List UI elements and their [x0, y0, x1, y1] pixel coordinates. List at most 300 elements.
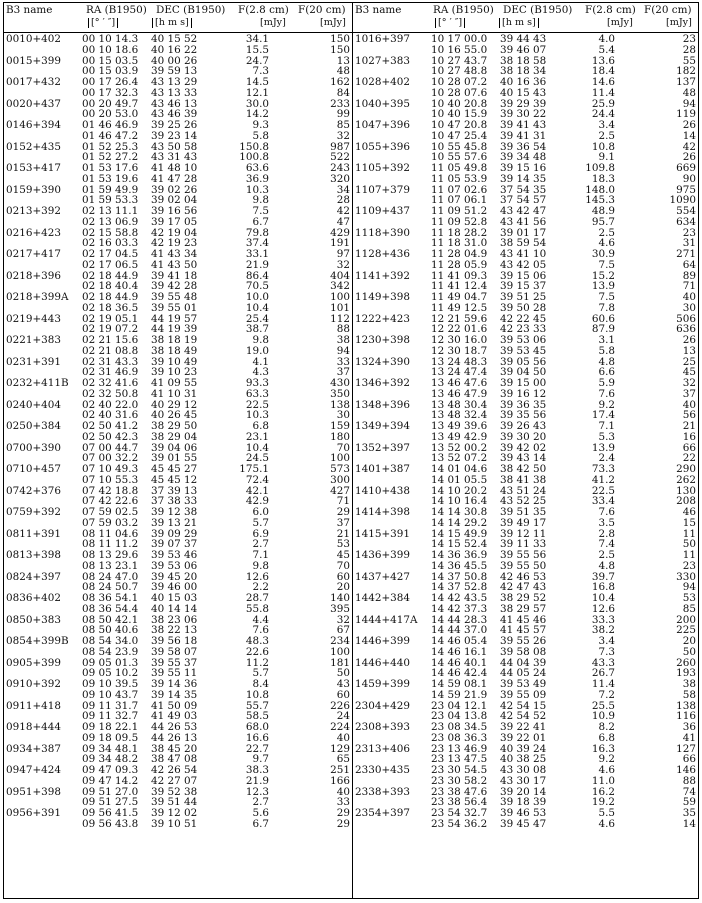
flux-2-8cm: 150.8 — [239, 140, 269, 153]
source-name: 0824+397 — [6, 570, 61, 583]
source-name: 0918+444 — [6, 721, 61, 733]
dec-value: 39 52 38 — [151, 785, 198, 798]
flux-20cm: 40 — [682, 291, 696, 303]
ra-value: 14 36 45.5 — [431, 559, 488, 572]
ra-value: 08 13 29.6 — [82, 549, 139, 561]
flux-20cm: 84 — [336, 86, 350, 99]
ra-value: 09 51 27.0 — [82, 785, 139, 798]
flux-2-8cm: 10.3 — [245, 409, 269, 422]
source-name: 0221+383 — [6, 334, 61, 346]
ra-value: 00 15 03.5 — [82, 54, 139, 67]
source-name: 0240+404 — [6, 398, 61, 411]
ra-value: 11 18 28.2 — [431, 226, 488, 239]
dec-value: 39 22 01 — [500, 731, 547, 744]
flux-2-8cm: 7.5 — [598, 291, 615, 303]
flux-2-8cm: 7.2 — [598, 688, 615, 701]
ra-value: 13 24 48.3 — [431, 355, 488, 368]
ra-value: 10 27 48.8 — [431, 65, 488, 78]
flux-2-8cm: 2.5 — [598, 129, 615, 142]
ra-value: 14 10 20.2 — [431, 484, 488, 497]
dec-value: 39 55 26 — [500, 635, 547, 647]
flux-2-8cm: 7.6 — [252, 624, 269, 637]
dec-value: 39 01 17 — [500, 226, 547, 239]
flux-2-8cm: 38.7 — [245, 323, 269, 336]
table-row — [353, 432, 698, 443]
dec-value: 43 42 05 — [500, 258, 547, 271]
dec-value: 39 25 26 — [151, 119, 198, 131]
ra-value: 02 18 44.9 — [82, 291, 139, 303]
header-f28-units: [mJy] — [260, 17, 286, 28]
flux-2-8cm: 19.0 — [245, 344, 269, 357]
flux-2-8cm: 11.4 — [591, 86, 615, 99]
flux-20cm: 70 — [336, 441, 350, 454]
dec-value: 41 10 31 — [151, 387, 198, 400]
table-right-half — [353, 3, 698, 898]
flux-20cm: 208 — [676, 495, 696, 508]
dec-value: 39 14 35 — [151, 688, 198, 701]
flux-2-8cm: 3.4 — [598, 119, 615, 131]
flux-2-8cm: 4.6 — [598, 237, 615, 250]
table-body-right — [353, 34, 698, 830]
flux-2-8cm: 48.9 — [591, 205, 615, 217]
flux-2-8cm: 7.5 — [598, 258, 615, 271]
flux-20cm: 38 — [682, 678, 696, 690]
ra-value: 01 53 17.6 — [82, 162, 139, 174]
flux-20cm: 32 — [336, 258, 350, 271]
flux-2-8cm: 9.2 — [598, 398, 615, 411]
dec-value: 41 43 50 — [151, 258, 198, 271]
flux-2-8cm: 24.4 — [591, 108, 615, 121]
flux-2-8cm: 2.5 — [598, 549, 615, 561]
source-name: 0231+391 — [6, 355, 61, 368]
source-name: 1107+379 — [355, 183, 410, 196]
ra-value: 02 19 05.1 — [82, 312, 139, 325]
flux-20cm: 506 — [676, 312, 696, 325]
flux-20cm: 138 — [676, 699, 696, 712]
dec-value: 39 56 18 — [151, 635, 198, 647]
source-name: 1348+396 — [355, 398, 410, 411]
flux-20cm: 43 — [336, 678, 350, 690]
ra-value: 13 46 47.9 — [431, 387, 488, 400]
dec-value: 39 41 31 — [500, 129, 547, 142]
ra-value: 02 17 04.5 — [82, 248, 139, 260]
ra-value: 11 07 02.6 — [431, 183, 488, 196]
header-name: B3 name — [6, 4, 53, 16]
source-name: 1055+396 — [355, 140, 410, 153]
flux-2-8cm: 16.2 — [591, 785, 615, 798]
ra-value: 01 52 25.3 — [82, 140, 139, 153]
table-row — [353, 518, 698, 529]
flux-20cm: 30 — [336, 409, 350, 422]
table-row — [4, 690, 352, 701]
dec-value: 40 26 45 — [151, 409, 198, 422]
dec-value: 39 53 46 — [151, 549, 198, 561]
ra-value: 00 10 18.6 — [82, 43, 139, 56]
table-row — [353, 303, 698, 314]
dec-value: 39 34 48 — [500, 151, 547, 164]
flux-2-8cm: 36.9 — [245, 172, 269, 185]
flux-2-8cm: 5.7 — [252, 516, 269, 529]
flux-20cm: 32 — [682, 377, 696, 389]
flux-20cm: 13 — [336, 54, 350, 67]
ra-value: 01 46 47.2 — [82, 129, 139, 142]
flux-20cm: 180 — [330, 430, 350, 443]
ra-value: 14 15 52.4 — [431, 538, 488, 551]
dec-value: 39 59 13 — [151, 65, 198, 78]
dec-value: 38 29 04 — [151, 430, 198, 443]
flux-20cm: 427 — [330, 484, 350, 497]
dec-value: 42 19 23 — [151, 237, 198, 250]
flux-2-8cm: 9.1 — [598, 151, 615, 164]
dec-value: 39 15 37 — [500, 280, 547, 293]
table-row — [4, 260, 352, 271]
flux-2-8cm: 95.7 — [591, 215, 615, 228]
flux-2-8cm: 79.8 — [245, 226, 269, 239]
ra-value: 14 36 36.9 — [431, 549, 488, 561]
flux-20cm: 140 — [330, 592, 350, 604]
flux-20cm: 16 — [682, 430, 696, 443]
source-name: 0152+435 — [6, 140, 61, 153]
flux-2-8cm: 7.5 — [252, 205, 269, 217]
dec-value: 39 55 56 — [500, 549, 547, 561]
flux-20cm: 166 — [330, 774, 350, 787]
ra-value: 11 28 04.9 — [431, 248, 488, 260]
flux-20cm: 14 — [682, 817, 696, 830]
source-name: 1444+417A — [355, 613, 418, 626]
flux-2-8cm: 93.3 — [245, 377, 269, 389]
dec-value: 39 42 02 — [500, 441, 547, 454]
ra-value: 02 18 36.5 — [82, 301, 139, 314]
ra-value: 02 19 07.2 — [82, 323, 139, 336]
ra-value: 23 30 58.2 — [431, 774, 488, 787]
flux-20cm: 112 — [330, 312, 350, 325]
source-name: 2304+429 — [355, 699, 410, 712]
table-row — [353, 647, 698, 658]
flux-2-8cm: 16.3 — [591, 742, 615, 755]
ra-value: 02 50 42.3 — [82, 430, 139, 443]
dec-value: 41 49 03 — [151, 710, 198, 723]
dec-value: 39 29 39 — [500, 97, 547, 110]
ra-value: 13 49 42.9 — [431, 430, 488, 443]
flux-2-8cm: 148.0 — [585, 183, 615, 196]
flux-20cm: 33 — [336, 796, 350, 809]
header-ra-units: [° ′ ″] — [88, 18, 118, 28]
source-name: 1446+399 — [355, 635, 410, 647]
ra-value: 11 41 12.4 — [431, 280, 488, 293]
flux-2-8cm: 33.1 — [245, 248, 269, 260]
flux-20cm: 522 — [330, 151, 350, 164]
flux-2-8cm: 4.8 — [598, 355, 615, 368]
dec-value: 39 11 33 — [500, 538, 547, 551]
flux-2-8cm: 5.9 — [598, 377, 615, 389]
table-row — [4, 45, 352, 56]
flux-2-8cm: 10.4 — [245, 441, 269, 454]
dec-value: 43 42 47 — [500, 205, 547, 217]
source-name: 0218+399A — [6, 291, 69, 303]
table-row — [353, 88, 698, 99]
dec-value: 44 04 39 — [500, 656, 547, 669]
source-name: 1436+399 — [355, 549, 410, 561]
flux-20cm: 21 — [682, 420, 696, 432]
flux-2-8cm: 5.4 — [598, 43, 615, 56]
flux-2-8cm: 37.4 — [245, 237, 269, 250]
dec-value: 39 51 35 — [500, 506, 547, 518]
header-dec-units: [h m s] — [499, 18, 539, 28]
flux-2-8cm: 4.0 — [598, 33, 615, 45]
header-f28: F(2.8 cm) — [238, 4, 289, 16]
flux-2-8cm: 18.3 — [591, 172, 615, 185]
source-name: 0020+437 — [6, 97, 61, 110]
flux-20cm: 40 — [682, 398, 696, 411]
ra-value: 02 15 58.8 — [82, 226, 139, 239]
flux-20cm: 271 — [676, 248, 696, 260]
flux-20cm: 182 — [676, 65, 696, 78]
dec-value: 39 26 43 — [500, 420, 547, 432]
table-row — [353, 45, 698, 56]
dec-value: 39 41 18 — [151, 269, 198, 282]
ra-value: 02 50 41.2 — [82, 420, 139, 432]
dec-value: 42 46 53 — [500, 570, 547, 583]
flux-2-8cm: 9.2 — [598, 753, 615, 766]
dec-value: 39 53 06 — [500, 334, 547, 346]
flux-2-8cm: 16.6 — [245, 731, 269, 744]
flux-2-8cm: 30.9 — [591, 248, 615, 260]
flux-2-8cm: 9.8 — [252, 334, 269, 346]
flux-20cm: 45 — [682, 366, 696, 379]
flux-2-8cm: 2.7 — [252, 538, 269, 551]
header-dec: DEC (B1950) — [503, 4, 573, 16]
flux-20cm: 85 — [682, 602, 696, 615]
ra-value: 23 54 32.7 — [431, 807, 488, 819]
flux-20cm: 40 — [336, 731, 350, 744]
ra-value: 01 52 27.2 — [82, 151, 139, 164]
ra-value: 23 13 46.9 — [431, 742, 488, 755]
dec-value: 39 20 14 — [500, 785, 547, 798]
ra-value: 09 47 09.3 — [82, 764, 139, 776]
dec-value: 40 16 36 — [500, 76, 547, 88]
ra-value: 11 49 04.7 — [431, 291, 488, 303]
flux-20cm: 342 — [330, 280, 350, 293]
flux-20cm: 46 — [682, 506, 696, 518]
source-name: 2308+393 — [355, 721, 410, 733]
dec-value: 42 19 04 — [151, 226, 198, 239]
ra-value: 07 42 18.8 — [82, 484, 139, 497]
ra-value: 09 05 10.2 — [82, 667, 139, 680]
ra-value: 13 48 30.4 — [431, 398, 488, 411]
ra-value: 02 18 40.4 — [82, 280, 139, 293]
flux-20cm: 25 — [682, 355, 696, 368]
dec-value: 39 30 20 — [500, 430, 547, 443]
ra-value: 02 32 50.8 — [82, 387, 139, 400]
ra-value: 07 59 03.2 — [82, 516, 139, 529]
flux-20cm: 150 — [330, 33, 350, 45]
dec-value: 39 02 04 — [151, 194, 198, 207]
dec-value: 39 15 00 — [500, 377, 547, 389]
source-name: 0700+390 — [6, 441, 61, 454]
dec-value: 39 45 20 — [151, 570, 198, 583]
dec-value: 39 12 11 — [500, 527, 547, 540]
table-row — [353, 604, 698, 615]
ra-value: 11 09 52.8 — [431, 215, 488, 228]
flux-20cm: 88 — [336, 323, 350, 336]
ra-value: 23 30 54.5 — [431, 764, 488, 776]
flux-2-8cm: 15.5 — [245, 43, 269, 56]
table-row — [353, 690, 698, 701]
dec-value: 39 15 16 — [500, 162, 547, 174]
header-f20: F(20 cm) — [644, 4, 692, 16]
source-name: 1346+392 — [355, 377, 410, 389]
flux-20cm: 48 — [336, 65, 350, 78]
flux-20cm: 330 — [676, 570, 696, 583]
source-name: 0232+411B — [6, 377, 69, 389]
flux-2-8cm: 33.3 — [591, 613, 615, 626]
flux-20cm: 48 — [682, 86, 696, 99]
source-name: 0836+402 — [6, 592, 61, 604]
flux-20cm: 975 — [676, 183, 696, 196]
dec-value: 39 16 12 — [500, 387, 547, 400]
ra-value: 11 49 12.5 — [431, 301, 488, 314]
flux-20cm: 430 — [330, 377, 350, 389]
flux-20cm: 71 — [682, 280, 696, 293]
flux-20cm: 29 — [336, 817, 350, 830]
flux-2-8cm: 10.3 — [245, 183, 269, 196]
header-f20-units: [mJy] — [666, 17, 692, 28]
ra-value: 11 05 49.8 — [431, 162, 488, 174]
flux-2-8cm: 8.4 — [252, 678, 269, 690]
source-name: 0951+398 — [6, 785, 61, 798]
ra-value: 14 59 08.1 — [431, 678, 488, 690]
ra-value: 01 53 19.6 — [82, 172, 139, 185]
ra-value: 14 42 43.5 — [431, 592, 488, 604]
ra-value: 14 37 50.8 — [431, 570, 488, 583]
flux-20cm: 101 — [330, 301, 350, 314]
flux-2-8cm: 3.4 — [598, 635, 615, 647]
ra-value: 07 10 49.3 — [82, 463, 139, 475]
flux-2-8cm: 5.6 — [252, 807, 269, 819]
table-row — [4, 346, 352, 357]
table-row — [4, 604, 352, 615]
flux-2-8cm: 9.7 — [252, 753, 269, 766]
flux-20cm: 94 — [682, 97, 696, 110]
dec-value: 41 45 57 — [500, 624, 547, 637]
source-name: 0813+398 — [6, 549, 61, 561]
source-name: 0910+392 — [6, 678, 61, 690]
dec-value: 44 19 39 — [151, 323, 198, 336]
table-row — [4, 389, 352, 400]
dec-value: 43 30 08 — [500, 764, 547, 776]
flux-2-8cm: 2.4 — [598, 452, 615, 465]
ra-value: 12 21 59.6 — [431, 312, 488, 325]
table-row — [4, 131, 352, 142]
ra-value: 01 59 49.9 — [82, 183, 139, 196]
dec-value: 39 01 55 — [151, 452, 198, 465]
table-row — [353, 733, 698, 744]
ra-value: 10 28 07.6 — [431, 86, 488, 99]
flux-2-8cm: 38.3 — [245, 764, 269, 776]
dec-value: 39 09 29 — [151, 527, 198, 540]
table-row — [353, 475, 698, 486]
flux-20cm: 34 — [336, 183, 350, 196]
source-name: 0956+391 — [6, 807, 61, 819]
ra-value: 14 01 05.5 — [431, 473, 488, 486]
table-row — [4, 217, 352, 228]
ra-value: 09 34 48.2 — [82, 753, 139, 766]
flux-2-8cm: 43.3 — [591, 656, 615, 669]
flux-20cm: 1090 — [669, 194, 696, 207]
source-name: 2330+435 — [355, 764, 410, 776]
flux-2-8cm: 22.5 — [245, 398, 269, 411]
dec-value: 39 46 00 — [151, 581, 198, 594]
dec-value: 39 14 35 — [500, 172, 547, 185]
ra-value: 02 13 11.1 — [82, 205, 139, 217]
ra-value: 09 51 27.5 — [82, 796, 139, 809]
ra-value: 11 05 53.9 — [431, 172, 488, 185]
source-name: 1222+423 — [355, 312, 410, 325]
ra-value: 00 17 32.3 — [82, 86, 139, 99]
flux-2-8cm: 12.6 — [245, 570, 269, 583]
dec-value: 43 46 13 — [151, 97, 198, 110]
flux-20cm: 59 — [682, 796, 696, 809]
dec-value: 43 41 10 — [500, 248, 547, 260]
table-row — [4, 88, 352, 99]
ra-value: 09 47 14.2 — [82, 774, 139, 787]
flux-20cm: 100 — [330, 645, 350, 658]
ra-value: 23 38 56.4 — [431, 796, 488, 809]
flux-20cm: 37 — [336, 516, 350, 529]
dec-value: 39 02 26 — [151, 183, 198, 196]
source-name: 1028+402 — [355, 76, 410, 88]
ra-value: 23 04 12.1 — [431, 699, 488, 712]
dec-value: 39 36 54 — [500, 140, 547, 153]
dec-value: 42 23 33 — [500, 323, 547, 336]
flux-20cm: 14 — [682, 129, 696, 142]
ra-value: 10 55 57.6 — [431, 151, 488, 164]
ra-value: 14 46 16.1 — [431, 645, 488, 658]
ra-value: 13 46 47.6 — [431, 377, 488, 389]
flux-2-8cm: 109.8 — [585, 162, 615, 174]
flux-20cm: 350 — [330, 387, 350, 400]
header-ra-units: [° ′ ″] — [435, 18, 465, 28]
header-f20: F(20 cm) — [298, 4, 346, 16]
flux-2-8cm: 3.5 — [598, 516, 615, 529]
flux-2-8cm: 10.4 — [591, 592, 615, 604]
ra-value: 23 54 36.2 — [431, 817, 488, 830]
ra-value: 12 22 01.6 — [431, 323, 488, 336]
flux-2-8cm: 4.1 — [252, 355, 269, 368]
flux-2-8cm: 58.5 — [245, 710, 269, 723]
source-name: 1128+436 — [355, 248, 410, 260]
flux-20cm: 24 — [336, 710, 350, 723]
ra-value: 00 10 14.3 — [82, 33, 139, 45]
flux-20cm: 56 — [682, 409, 696, 422]
ra-value: 08 50 40.6 — [82, 624, 139, 637]
dec-value: 41 50 09 — [151, 699, 198, 712]
flux-20cm: 26 — [682, 151, 696, 164]
flux-2-8cm: 11.0 — [591, 774, 615, 787]
flux-20cm: 129 — [330, 742, 350, 755]
flux-2-8cm: 7.1 — [252, 549, 269, 561]
ra-value: 02 17 06.5 — [82, 258, 139, 271]
ra-value: 08 24 50.7 — [82, 581, 139, 594]
flux-20cm: 38 — [336, 334, 350, 346]
flux-2-8cm: 7.8 — [598, 301, 615, 314]
source-name: 0854+399B — [6, 635, 69, 647]
header-f20-units: [mJy] — [320, 17, 346, 28]
dec-value: 39 58 08 — [500, 645, 547, 658]
flux-20cm: 243 — [330, 162, 350, 174]
source-name: 0017+432 — [6, 76, 61, 88]
flux-20cm: 13 — [682, 344, 696, 357]
